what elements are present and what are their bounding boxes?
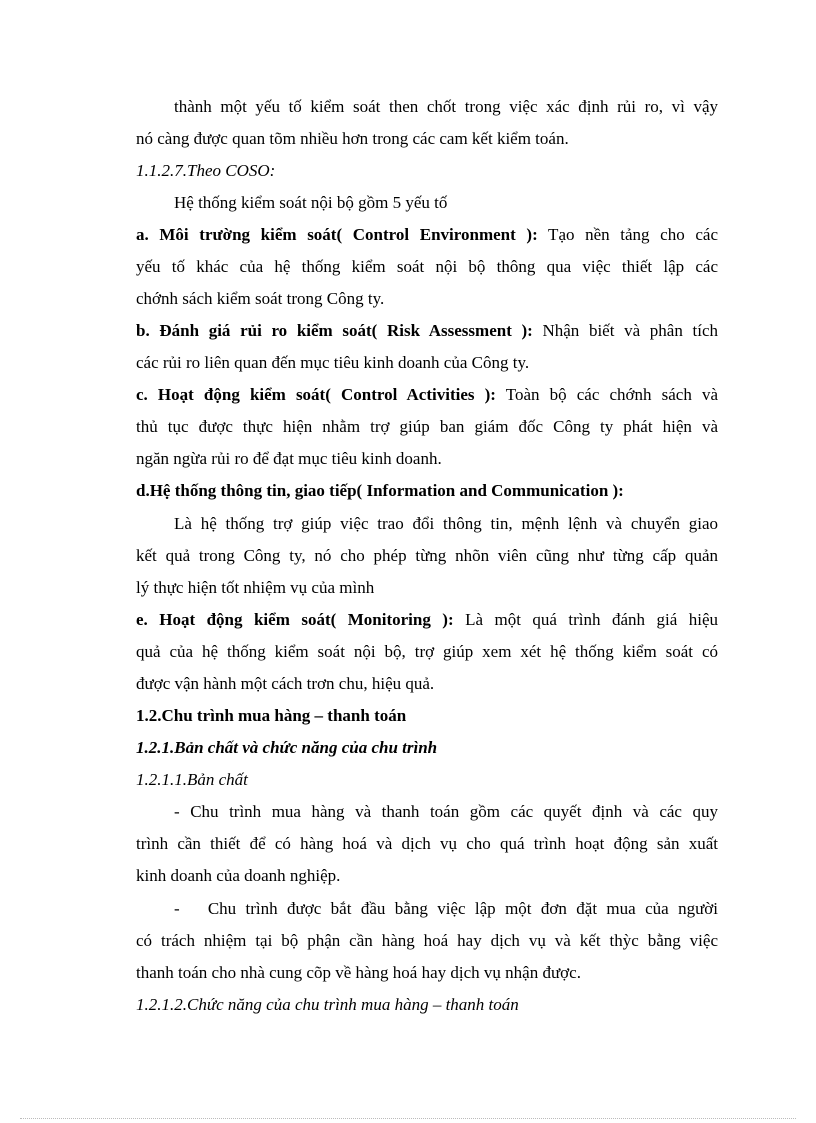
paragraph-line: ngăn ngừa rủi ro để đạt mục tiêu kinh doanh. xyxy=(136,449,442,468)
paragraph-line: - Chu trình được bắt đầu bằng việc lập một đơn đặt mua của người xyxy=(174,899,718,918)
item-a-line xyxy=(136,224,718,246)
section-heading-1-2-1-1: 1.2.1.1.Bản chất xyxy=(136,770,248,789)
item-b-heading: b. Đánh giá rủi ro kiểm soát( Risk Assessment ): xyxy=(136,321,533,340)
paragraph-line: kinh doanh của doanh nghiệp. xyxy=(136,866,341,885)
paragraph-line: quả của hệ thống kiểm soát nội bộ, trợ giúp xem xét hệ thống kiểm soát có xyxy=(136,642,718,661)
paragraph-line: yếu tố khác của hệ thống kiểm soát nội bộ thông qua việc thiết lập các xyxy=(136,257,718,276)
item-b-text: Nhận biết và phân tích xyxy=(532,321,718,340)
paragraph-line: chớnh sách kiểm soát trong Công ty. xyxy=(136,289,385,308)
paragraph-line: kết quả trong Công ty, nó cho phép từng nhõn viên cũng như từng cấp quản xyxy=(136,546,718,565)
paragraph-line: trình cần thiết để có hàng hoá và dịch vụ cho quá trình hoạt động sản xuất xyxy=(136,834,718,853)
item-c-heading: c. Hoạt động kiểm soát( Control Activities ): xyxy=(136,385,496,404)
paragraph-line: Là hệ thống trợ giúp việc trao đổi thông tin, mệnh lệnh và chuyển giao xyxy=(174,514,718,533)
item-c-text: Toàn bộ các chớnh sách và xyxy=(495,385,719,404)
section-heading-1-1-2-7: 1.1.2.7.Theo COSO: xyxy=(136,161,276,180)
paragraph-line: thành một yếu tố kiểm soát then chốt trong việc xác định rủi ro, vì vậy xyxy=(174,97,718,116)
item-e-text: Là một quá trình đánh giá hiệu xyxy=(453,610,718,629)
paragraph-line: có trách nhiệm tại bộ phận cần hàng hoá hay dịch vụ và kết thỳc bằng việc xyxy=(136,931,718,950)
section-heading-1-2-1-2: 1.2.1.2.Chức năng của chu trình mua hàng – thanh toán xyxy=(136,995,519,1014)
paragraph-line: - Chu trình mua hàng và thanh toán gồm các quyết định và các quy xyxy=(174,802,718,821)
item-c-line xyxy=(136,384,718,406)
item-b-line xyxy=(136,320,718,342)
item-a-text: Tạo nền tảng cho các xyxy=(537,225,718,244)
paragraph-line: các rủi ro liên quan đến mục tiêu kinh doanh của Công ty. xyxy=(136,353,530,372)
page-bottom-divider xyxy=(20,1118,796,1119)
section-heading-1-2-1: 1.2.1.Bản chất và chức năng của chu trình xyxy=(136,738,438,757)
item-d-heading: d.Hệ thống thông tin, giao tiếp( Information and Communication ): xyxy=(136,481,624,500)
item-e-line xyxy=(136,609,718,631)
item-e-heading: e. Hoạt động kiểm soát( Monitoring ): xyxy=(136,610,454,629)
paragraph-line: được vận hành một cách trơn chu, hiệu quả. xyxy=(136,674,435,693)
paragraph-line: nó càng được quan tõm nhiều hơn trong các cam kết kiểm toán. xyxy=(136,129,569,148)
section-heading-1-2: 1.2.Chu trình mua hàng – thanh toán xyxy=(136,706,407,725)
paragraph-line: thủ tục được thực hiện nhằm trợ giúp ban giám đốc Công ty phát hiện và xyxy=(136,417,718,436)
item-a-heading: a. Môi trường kiểm soát( Control Environment ): xyxy=(136,225,538,244)
paragraph-line: thanh toán cho nhà cung cõp về hàng hoá hay dịch vụ nhận được. xyxy=(136,963,581,982)
paragraph-line: lý thực hiện tốt nhiệm vụ của mình xyxy=(136,578,375,597)
paragraph-line: Hệ thống kiểm soát nội bộ gồm 5 yếu tố xyxy=(174,193,448,212)
